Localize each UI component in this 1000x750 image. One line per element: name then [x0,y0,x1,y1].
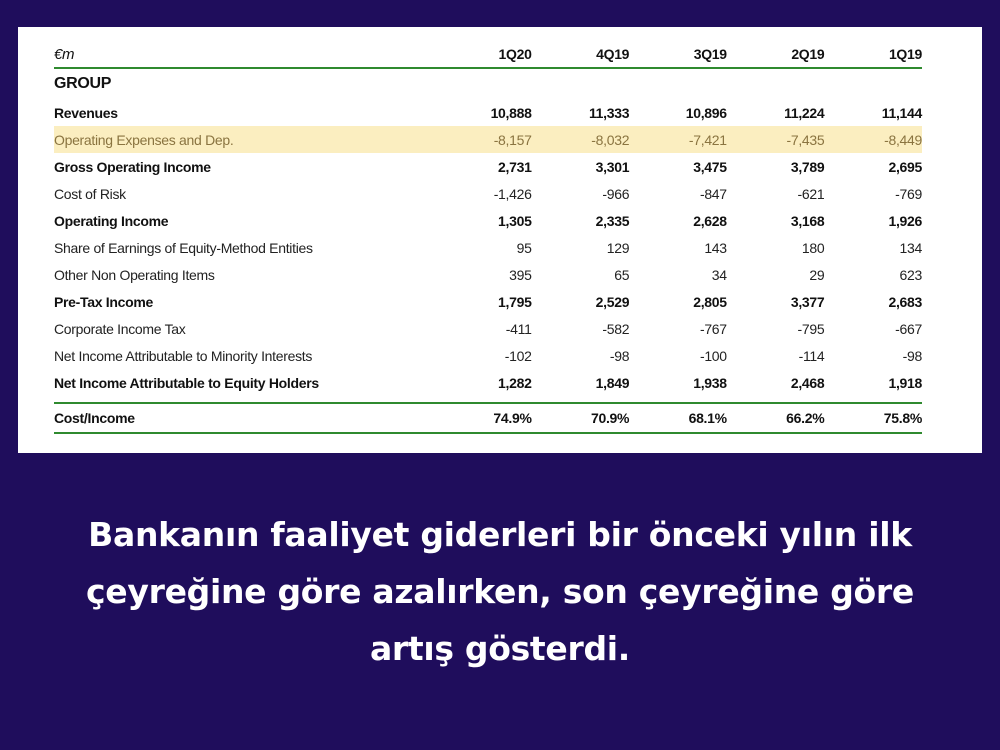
cell-value: -582 [602,320,630,337]
cell-value: 129 [606,239,630,256]
cell-value: -98 [609,347,630,364]
cell-value: 68.1% [629,403,727,433]
cell-value: 2,695 [888,158,922,175]
cell-value: 3,377 [790,293,825,310]
cell-value: -102 [504,347,532,364]
cell-value: 3,789 [790,158,825,175]
cell-value: 2,731 [498,158,532,175]
cell-value: -8,449 [824,126,922,153]
cell-value: -795 [797,320,825,337]
column-header: 3Q19 [629,41,727,68]
financial-table-card [18,27,982,453]
cell-value: -769 [895,185,922,202]
cell-value: -847 [699,185,727,202]
group-heading: GROUP [54,75,112,92]
cell-value: 1,918 [888,374,922,391]
table-row [54,315,922,342]
cell-value: 3,301 [595,158,630,175]
financial-table [54,41,922,434]
cell-value: -7,421 [629,126,727,153]
cell-value: -114 [798,347,825,364]
cell-value: 2,683 [888,293,922,310]
table-row [54,180,922,207]
column-header: 4Q19 [532,41,630,68]
table-row [54,153,922,180]
row-label: Share of Earnings of Equity-Method Entities [54,239,313,256]
cell-value: 29 [809,266,825,283]
cell-value: 75.8% [824,403,922,433]
table-row [54,234,922,261]
table-row [54,288,922,315]
cell-value: 65 [614,266,630,283]
row-label: Pre-Tax Income [54,293,154,310]
cell-value: 2,805 [693,293,727,310]
cell-value: 3,168 [790,212,825,229]
cell-value: -966 [602,185,630,202]
row-label: Cost of Risk [54,185,126,202]
cell-value: -100 [699,347,727,364]
cell-value: -8,032 [532,126,630,153]
cell-value: 34 [711,266,727,283]
cell-value: 1,849 [595,374,630,391]
cell-value: -767 [699,320,727,337]
table-row [54,369,922,396]
cell-value: 10,888 [490,104,532,121]
cell-value: -98 [902,347,922,364]
cell-value: -621 [797,185,825,202]
group-heading-row [54,68,922,99]
cell-value: 1,282 [498,374,532,391]
table-row [54,342,922,369]
cell-value: 1,305 [498,212,532,229]
cell-value: 2,529 [595,293,630,310]
cell-value: 70.9% [532,403,630,433]
cell-value: 2,628 [693,212,727,229]
cell-value: 623 [899,266,922,283]
cell-value: 3,475 [693,158,727,175]
row-label: Operating Expenses and Dep. [54,126,434,153]
cell-value: 11,333 [588,104,630,121]
cell-value: 2,335 [595,212,630,229]
cell-value: 66.2% [727,403,825,433]
cost-income-row [54,403,922,433]
cell-value: 1,926 [888,212,922,229]
cell-value: -8,157 [434,126,532,153]
row-label: Operating Income [54,212,169,229]
cell-value: -667 [895,320,922,337]
row-label: Corporate Income Tax [54,320,186,337]
unit-label: €m [54,41,434,68]
table-row [54,207,922,234]
row-label: Revenues [54,104,118,121]
column-header: 2Q19 [727,41,825,68]
table-row [54,261,922,288]
cell-value: 10,896 [685,104,727,121]
row-label: Net Income Attributable to Minority Interests [54,347,313,364]
column-header: 1Q19 [824,41,922,68]
row-label: Net Income Attributable to Equity Holders [54,374,319,391]
cell-value: 134 [899,239,922,256]
cell-value: 11,144 [881,104,922,121]
table-row [54,99,922,126]
cell-value: -1,426 [493,185,532,202]
cell-value: 95 [516,239,532,256]
cell-value: 74.9% [434,403,532,433]
cell-value: 395 [509,266,532,283]
cell-value: -411 [505,320,532,337]
caption-text: Bankanın faaliyet giderleri bir önceki yılın ilk çeyreğine göre azalırken, son çeyreğine göre artış gösterdi. [86,515,914,668]
cell-value: 1,795 [498,293,532,310]
cell-value: 180 [801,239,825,256]
table-header-row [54,41,922,68]
column-header: 1Q20 [434,41,532,68]
row-label: Gross Operating Income [54,158,211,175]
cell-value: 143 [704,239,727,256]
table-row [54,126,922,153]
cell-value: -7,435 [727,126,825,153]
row-label: Cost/Income [54,403,434,433]
cell-value: 11,224 [784,104,825,121]
cell-value: 2,468 [790,374,825,391]
cell-value: 1,938 [693,374,727,391]
row-label: Other Non Operating Items [54,266,215,283]
